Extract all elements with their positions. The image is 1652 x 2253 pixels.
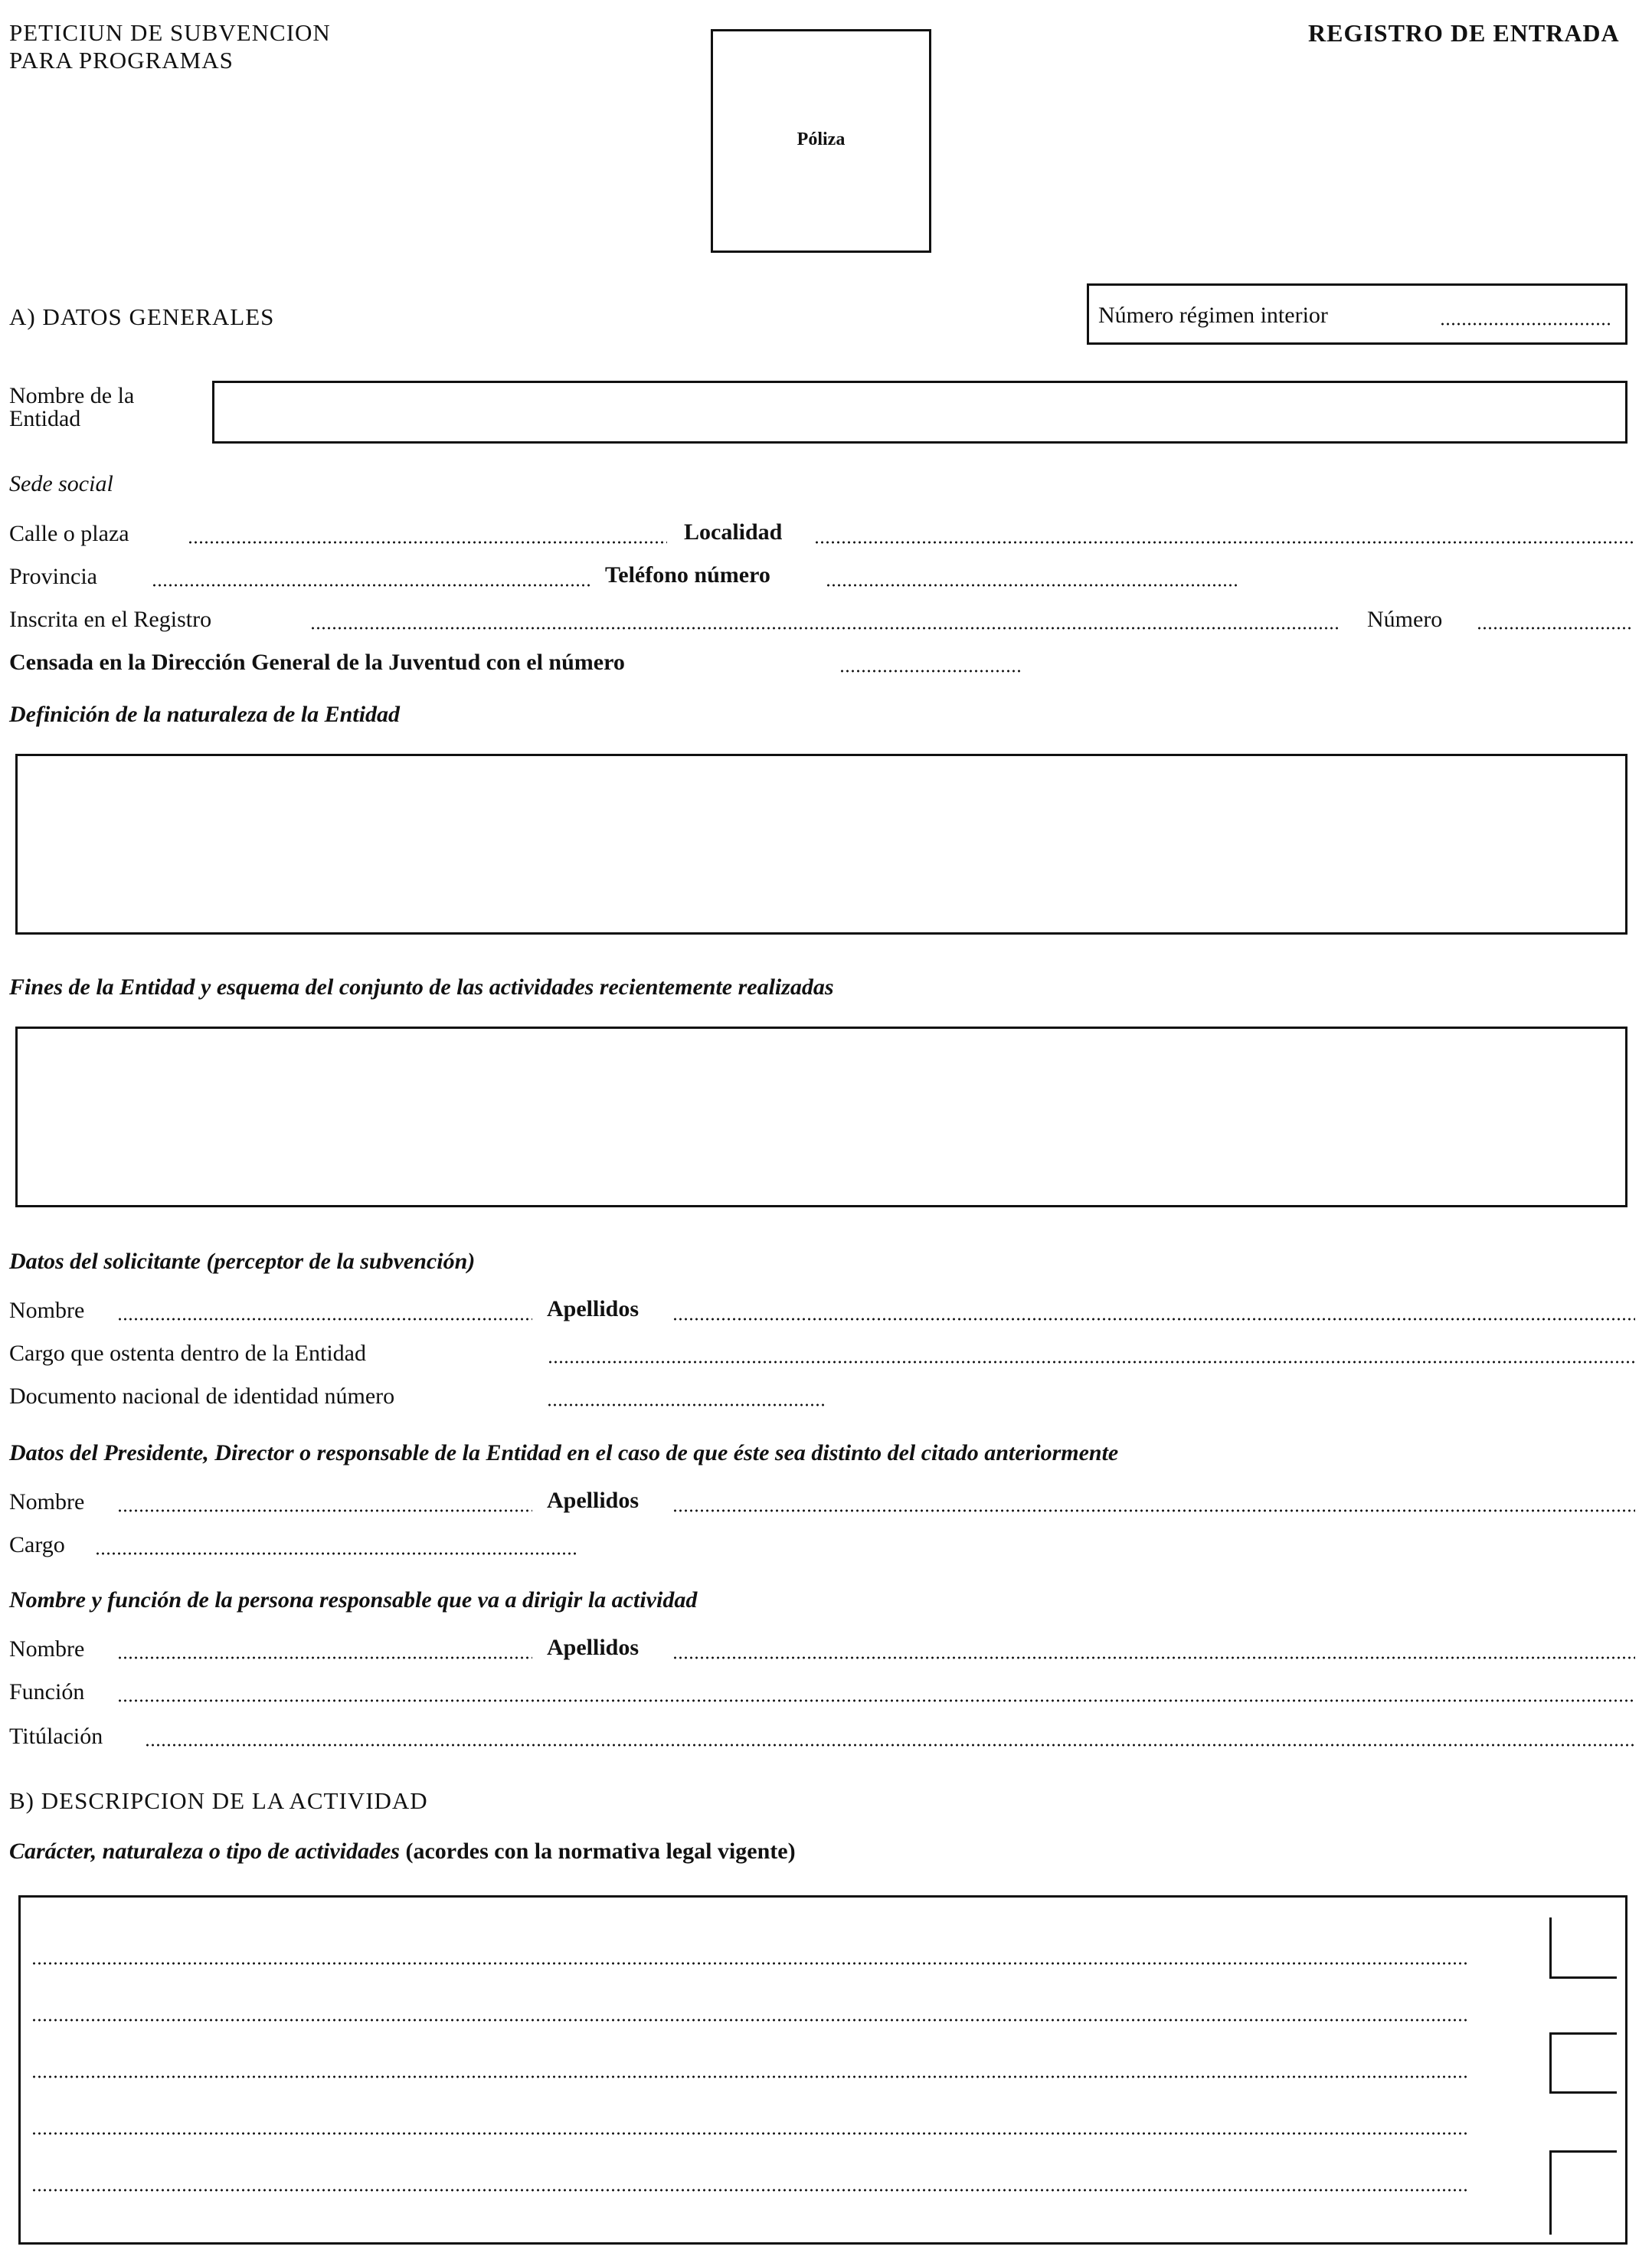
sede-social-label: Sede social: [9, 471, 113, 496]
inscrita-label: Inscrita en el Registro: [9, 607, 212, 632]
definicion-textarea[interactable]: [15, 754, 1627, 935]
inscrita-field[interactable]: [310, 627, 1341, 630]
presidente-heading: Datos del Presidente, Director o responsable de la Entidad en el caso de que éste sea distinto del citado anteriormente: [9, 1440, 1119, 1465]
caracter-label-italic: Carácter, naturaleza o tipo de actividades: [9, 1839, 400, 1864]
caracter-label-normal: (acordes con la normativa legal vigente): [405, 1839, 796, 1864]
fines-label: Fines de la Entidad y esquema del conjunto de las actividades recientemente realizadas: [9, 974, 834, 1000]
form-title-line2: PARA PROGRAMAS: [9, 47, 234, 74]
presidente-apellidos-field[interactable]: [672, 1509, 1635, 1512]
presidente-nombre-field[interactable]: [117, 1509, 532, 1512]
section-b-heading: B) DESCRIPCION DE LA ACTIVIDAD: [9, 1787, 428, 1814]
caracter-label: [9, 1839, 796, 1865]
numero-regimen-field[interactable]: [1440, 323, 1610, 326]
responsable-heading: Nombre y función de la persona responsable que va a dirigir la actividad: [9, 1587, 698, 1613]
nombre-entidad-label-line1: Nombre de la: [9, 383, 135, 408]
telefono-field[interactable]: [826, 584, 1239, 587]
solicitante-nombre-label: Nombre: [9, 1298, 85, 1323]
definicion-label: Definición de la naturaleza de la Entidad: [9, 702, 401, 727]
numero-label: Número: [1367, 607, 1443, 632]
responsable-nombre-field[interactable]: [117, 1656, 532, 1659]
titulacion-field[interactable]: [145, 1744, 1635, 1747]
provincia-field[interactable]: [152, 584, 591, 587]
actividad-description-box: [18, 1895, 1627, 2245]
actividad-check-box-3[interactable]: [1549, 2150, 1617, 2235]
responsable-apellidos-label: Apellidos: [547, 1635, 640, 1660]
presidente-apellidos-label: Apellidos: [547, 1488, 640, 1513]
numero-regimen-box: [1087, 283, 1627, 345]
presidente-cargo-label: Cargo: [9, 1532, 65, 1557]
responsable-nombre-label: Nombre: [9, 1636, 85, 1662]
numero-field[interactable]: [1477, 627, 1634, 630]
solicitante-heading: Datos del solicitante (perceptor de la subvención): [9, 1249, 476, 1274]
calle-field[interactable]: [188, 541, 667, 544]
actividad-line-4[interactable]: [31, 2132, 1468, 2135]
numero-regimen-label: Número régimen interior: [1098, 303, 1328, 328]
nombre-entidad-input[interactable]: [212, 381, 1627, 444]
form-title-line1: PETICIUN DE SUBVENCION: [9, 19, 331, 46]
section-a-heading: A) DATOS GENERALES: [9, 303, 275, 330]
localidad-label: Localidad: [684, 519, 783, 545]
localidad-field[interactable]: [814, 541, 1634, 544]
actividad-line-3[interactable]: [31, 2075, 1468, 2078]
telefono-label: Teléfono número: [605, 562, 770, 588]
poliza-box[interactable]: [711, 29, 931, 253]
presidente-nombre-label: Nombre: [9, 1489, 85, 1515]
fines-textarea[interactable]: [15, 1027, 1627, 1207]
solicitante-nombre-field[interactable]: [117, 1318, 532, 1321]
actividad-check-box-2[interactable]: [1549, 2032, 1617, 2094]
censada-label: Censada en la Dirección General de la Juventud con el número: [9, 650, 625, 675]
titulacion-label: Titúlación: [9, 1724, 103, 1749]
cargo-entidad-label: Cargo que ostenta dentro de la Entidad: [9, 1341, 366, 1366]
calle-label: Calle o plaza: [9, 521, 129, 546]
provincia-label: Provincia: [9, 564, 97, 589]
cargo-entidad-field[interactable]: [548, 1361, 1635, 1364]
dni-field[interactable]: [547, 1403, 824, 1406]
actividad-line-1[interactable]: [31, 1962, 1468, 1965]
funcion-label: Función: [9, 1679, 85, 1704]
nombre-entidad-label-line2: Entidad: [9, 406, 81, 431]
presidente-cargo-field[interactable]: [95, 1552, 576, 1555]
registro-entrada-label: REGISTRO DE ENTRADA: [1308, 19, 1620, 47]
responsable-apellidos-field[interactable]: [672, 1656, 1635, 1659]
poliza-label: Póliza: [797, 129, 846, 149]
actividad-line-2[interactable]: [31, 2019, 1468, 2022]
actividad-check-box-1[interactable]: [1549, 1917, 1617, 1979]
funcion-field[interactable]: [117, 1699, 1635, 1702]
solicitante-apellidos-label: Apellidos: [547, 1296, 640, 1321]
dni-label: Documento nacional de identidad número: [9, 1384, 395, 1409]
solicitante-apellidos-field[interactable]: [672, 1318, 1635, 1321]
censada-field[interactable]: [839, 670, 1021, 673]
actividad-line-5[interactable]: [31, 2189, 1468, 2192]
